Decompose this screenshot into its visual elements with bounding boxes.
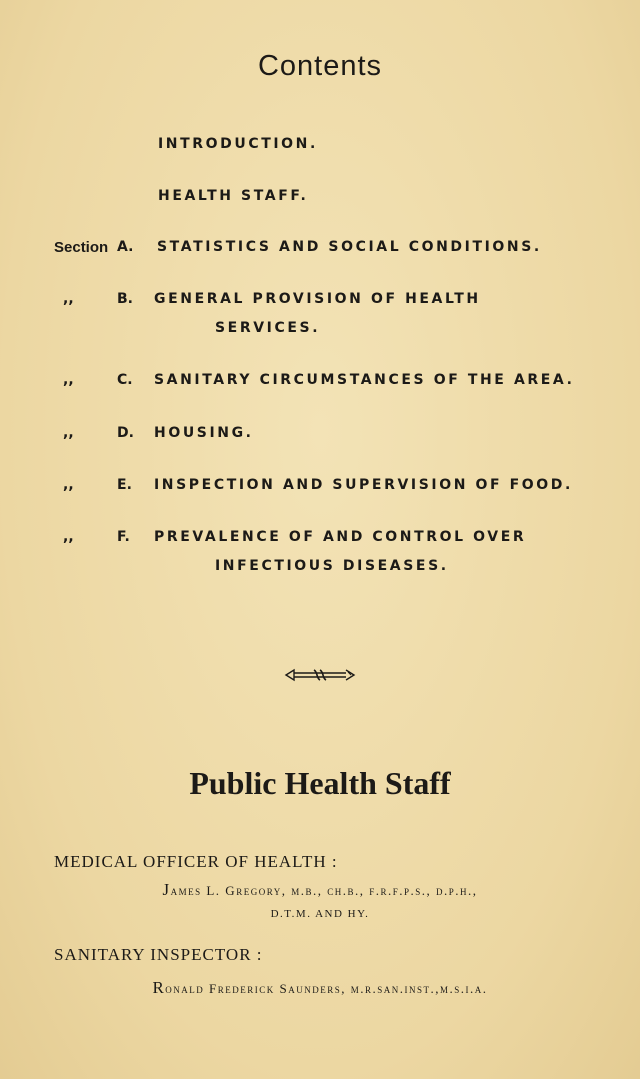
toc-item-text: HEALTH STAFF. <box>158 188 309 204</box>
si-name-rest: onald Frederick Saunders, m.r.san.inst.,m.s.i.a. <box>165 981 488 996</box>
si-name <box>0 978 640 998</box>
toc-item-text: SANITARY CIRCUMSTANCES OF THE AREA. <box>154 372 575 388</box>
toc-section-letter: B. <box>117 291 133 307</box>
toc-ditto-mark: ,, <box>63 372 74 388</box>
toc-section-letter: E. <box>117 477 132 493</box>
moh-qualifications: D.T.M. AND HY. <box>270 908 370 920</box>
toc-section-letter: D. <box>117 425 134 441</box>
moh-name-initial: J <box>162 880 171 899</box>
toc-item-text-cont: SERVICES. <box>215 320 321 336</box>
toc-ditto-mark: ,, <box>63 425 74 441</box>
toc-ditto-mark: ,, <box>63 291 74 307</box>
toc-item-text: STATISTICS AND SOCIAL CONDITIONS. <box>157 239 542 255</box>
toc-section-letter: C. <box>117 372 133 388</box>
ornament-divider-icon <box>284 668 356 682</box>
toc-section-label: Section <box>54 239 109 256</box>
toc-section-letter: A. <box>117 239 134 255</box>
toc-ditto-mark: ,, <box>63 477 74 493</box>
toc-item-text: INSPECTION AND SUPERVISION OF FOOD. <box>154 477 573 493</box>
si-name-initial: R <box>152 978 166 997</box>
si-role-label: SANITARY INSPECTOR : <box>54 945 263 964</box>
toc-item-text: GENERAL PROVISION OF HEALTH <box>154 291 481 307</box>
toc-ditto-mark: ,, <box>63 529 74 545</box>
toc-section-letter: F. <box>117 529 130 545</box>
moh-name <box>0 880 640 900</box>
moh-name-rest: ames L. Gregory, m.b., ch.b., f.r.f.p.s., d.p.h., <box>170 883 478 898</box>
staff-heading: Public Health Staff <box>189 765 451 801</box>
moh-role-label: MEDICAL OFFICER OF HEALTH : <box>54 852 338 871</box>
toc-item-text-cont: INFECTIOUS DISEASES. <box>215 558 449 574</box>
contents-heading: Contents <box>257 50 383 82</box>
toc-item-text: PREVALENCE OF AND CONTROL OVER <box>154 529 527 545</box>
toc-item-text: INTRODUCTION. <box>158 136 318 152</box>
toc-item-text: HOUSING. <box>154 425 254 441</box>
